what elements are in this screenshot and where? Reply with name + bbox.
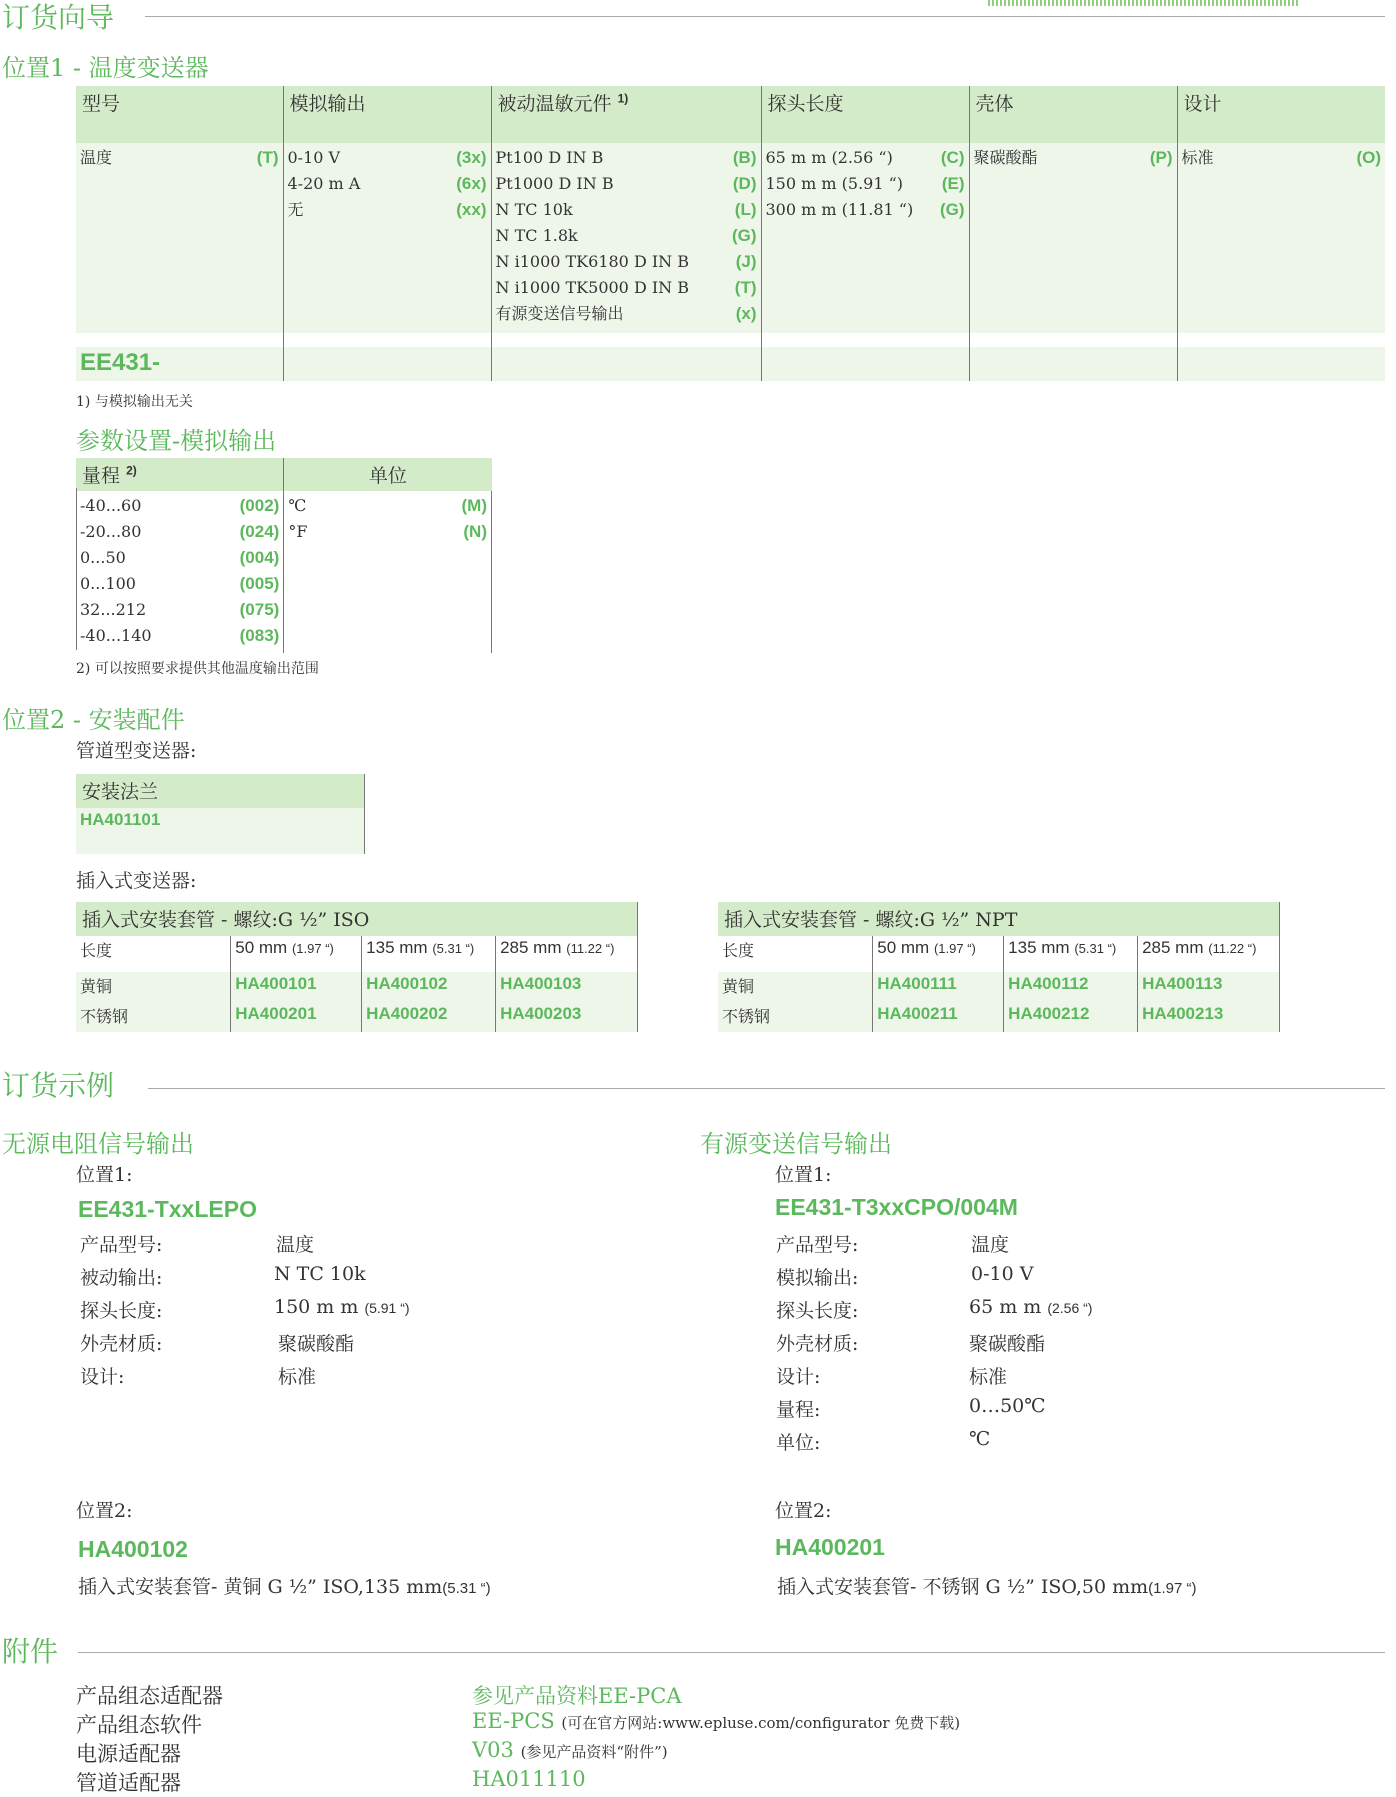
- analog-cell: 0-10 V (3x) 4-20 m A (6x) 无 (xx): [283, 143, 491, 333]
- table-cell: HA400203: [496, 1002, 638, 1032]
- spec-label: 外壳材质:: [80, 1333, 163, 1355]
- spec-label: 探头长度:: [80, 1300, 163, 1322]
- accessory-value: EE-PCS (可在官方网站:www.epluse.com/configurator 免费下载): [472, 1709, 961, 1733]
- accessory-label: 管道适配器: [76, 1771, 181, 1795]
- passive-order-code: EE431-TxxLEPO: [78, 1196, 257, 1222]
- params-table: [76, 458, 492, 653]
- spec-value: N TC 10k: [274, 1263, 366, 1285]
- length-135: 135 mm (5.31 “): [1004, 936, 1138, 972]
- table-cell: HA400212: [1004, 1002, 1138, 1032]
- params-title: 参数设置-模拟输出: [76, 427, 277, 455]
- spec-value: 温度: [276, 1234, 315, 1256]
- header-passive-sensor: 被动温敏元件 $^{1)}$: [491, 86, 761, 143]
- header-probe-length: 探头长度: [761, 86, 969, 143]
- spec-value: 标准: [969, 1366, 1008, 1388]
- spec-value: 标准: [278, 1366, 317, 1388]
- active-pos2-label: 位置2:: [775, 1500, 832, 1522]
- table-cell: HA400111: [873, 972, 1004, 1002]
- iso-header: 插入式安装套管 - 螺纹:G ½” ISO: [76, 902, 638, 936]
- spec-value: 150 m m (5.91 “): [274, 1296, 410, 1318]
- length-label: 长度: [718, 936, 873, 972]
- spec-label: 探头长度:: [776, 1300, 859, 1322]
- footnote-ref: 1): [617, 91, 629, 106]
- section-divider: [78, 1652, 1385, 1653]
- model-code-cell: EE431-: [76, 347, 283, 381]
- iso-sleeve-table: [76, 902, 638, 1032]
- section-title-accessories: 附件: [2, 1635, 59, 1668]
- passive-example-title: 无源电阻信号输出: [2, 1130, 194, 1158]
- range-cell: -40...60 (002) -20...80 (024) 0...50 (004) 0...100 (005) 32...212 (075) -40...140 (083): [76, 491, 284, 653]
- spec-label: 产品型号:: [80, 1234, 163, 1256]
- flange-header: 安装法兰: [76, 774, 365, 808]
- table-cell: HA400113: [1138, 972, 1280, 1002]
- active-example-title: 有源变送信号输出: [700, 1130, 892, 1158]
- header-unit: 单位: [284, 458, 492, 491]
- table-cell: HA400102: [362, 972, 496, 1002]
- spec-label: 量程:: [776, 1399, 821, 1421]
- accessory-value: V03 (参见产品资料“附件”): [472, 1738, 668, 1762]
- table-cell: HA400101: [231, 972, 362, 1002]
- spec-value: 65 m m (2.56 “): [969, 1296, 1093, 1318]
- active-pos1-label: 位置1:: [775, 1164, 832, 1186]
- spec-label: 外壳材质:: [776, 1333, 859, 1355]
- pos2-title: 位置2 - 安装配件: [2, 706, 185, 734]
- length-285: 285 mm (11.22 “): [1138, 936, 1280, 972]
- spec-value: 聚碳酸酯: [278, 1333, 355, 1355]
- pos1-title: 位置1 - 温度变送器: [2, 54, 209, 82]
- length-50: 50 mm (1.97 “): [231, 936, 362, 972]
- npt-header: 插入式安装套管 - 螺纹:G ½” NPT: [718, 902, 1280, 936]
- accessory-value: 参见产品资料EE-PCA: [472, 1684, 682, 1708]
- footnote-ref: 2): [126, 463, 137, 478]
- active-order-code: EE431-T3xxCPO/004M: [775, 1194, 1018, 1220]
- table-cell: HA400103: [496, 972, 638, 1002]
- header-design: 设计: [1177, 86, 1385, 143]
- passive-pos2-code: HA400102: [78, 1536, 188, 1562]
- table-cell: HA400213: [1138, 1002, 1280, 1032]
- active-pos2-code: HA400201: [775, 1534, 885, 1560]
- npt-sleeve-table: [718, 902, 1280, 1032]
- table-cell: HA400202: [362, 1002, 496, 1032]
- spec-value: 0…50℃: [969, 1395, 1046, 1417]
- design-cell: 标准 (O): [1177, 143, 1385, 333]
- length-label: 长度: [76, 936, 231, 972]
- material-stainless: 不锈钢: [76, 1002, 231, 1032]
- housing-cell: 聚碳酸酯 (P): [969, 143, 1177, 333]
- flange-table: [76, 774, 365, 854]
- unit-cell: ℃ (M) °F (N): [284, 491, 492, 653]
- spec-label: 设计:: [776, 1366, 821, 1388]
- material-brass: 黄铜: [76, 972, 231, 1002]
- insert-label: 插入式变送器:: [76, 870, 197, 892]
- spec-label: 模拟输出:: [776, 1267, 859, 1289]
- decorative-dotted-bar: [988, 0, 1298, 6]
- active-pos2-desc: 插入式安装套管- 不锈钢 G ½” ISO,50 mm(1.97 “): [777, 1576, 1197, 1598]
- accessory-value: HA011110: [472, 1767, 586, 1791]
- duct-label: 管道型变送器:: [76, 740, 197, 762]
- header-housing: 壳体: [969, 86, 1177, 143]
- pos1-table: [76, 86, 1385, 381]
- section-divider: [145, 16, 1385, 17]
- spec-label: 被动输出:: [80, 1267, 163, 1289]
- params-table-left-border: [76, 488, 77, 650]
- model-cell: 温度 (T): [76, 143, 283, 333]
- table-cell: HA400201: [231, 1002, 362, 1032]
- probe-cell: 65 m m (2.56 “) (C) 150 m m (5.91 “) (E) 300 m m (11.81 “) (G): [761, 143, 969, 333]
- accessory-label: 产品组态软件: [76, 1713, 202, 1737]
- accessory-label: 电源适配器: [76, 1742, 181, 1766]
- footnote-1: 1) 与模拟输出无关: [76, 394, 193, 410]
- spec-label: 产品型号:: [776, 1234, 859, 1256]
- passive-pos1-label: 位置1:: [76, 1164, 133, 1186]
- header-range: 量程 $^{2)}$: [76, 458, 284, 491]
- footnote-2: 2) 可以按照要求提供其他温度输出范围: [76, 661, 319, 677]
- length-50: 50 mm (1.97 “): [873, 936, 1004, 972]
- length-135: 135 mm (5.31 “): [362, 936, 496, 972]
- length-285: 285 mm (11.22 “): [496, 936, 638, 972]
- accessory-label: 产品组态适配器: [76, 1684, 223, 1708]
- section-title-ordering-guide: 订货向导: [2, 1, 115, 34]
- spec-value: 温度: [971, 1234, 1010, 1256]
- material-stainless: 不锈钢: [718, 1002, 873, 1032]
- passive-pos2-desc: 插入式安装套管- 黄铜 G ½” ISO,135 mm(5.31 “): [78, 1576, 491, 1598]
- passive-pos2-label: 位置2:: [76, 1500, 133, 1522]
- spec-value: 聚碳酸酯: [969, 1333, 1046, 1355]
- header-analog-output: 模拟输出: [283, 86, 491, 143]
- material-brass: 黄铜: [718, 972, 873, 1002]
- header-model: 型号: [76, 86, 283, 143]
- section-divider: [148, 1088, 1385, 1089]
- spec-value: ℃: [969, 1428, 991, 1450]
- section-title-examples: 订货示例: [2, 1069, 115, 1102]
- table-cell: HA400211: [873, 1002, 1004, 1032]
- spec-value: 0-10 V: [971, 1263, 1034, 1285]
- sensor-cell: Pt100 D IN B (B) Pt1000 D IN B (D) N TC 10k (L) N TC 1.8k (G) N i1000 TK6180 D IN B (J) N i1000 TK5000 D IN B (T) 有源变送信号输出 (x): [491, 143, 761, 333]
- table-cell: HA400112: [1004, 972, 1138, 1002]
- spec-label: 单位:: [776, 1432, 821, 1454]
- spec-label: 设计:: [80, 1366, 125, 1388]
- flange-code: HA401101: [76, 808, 365, 854]
